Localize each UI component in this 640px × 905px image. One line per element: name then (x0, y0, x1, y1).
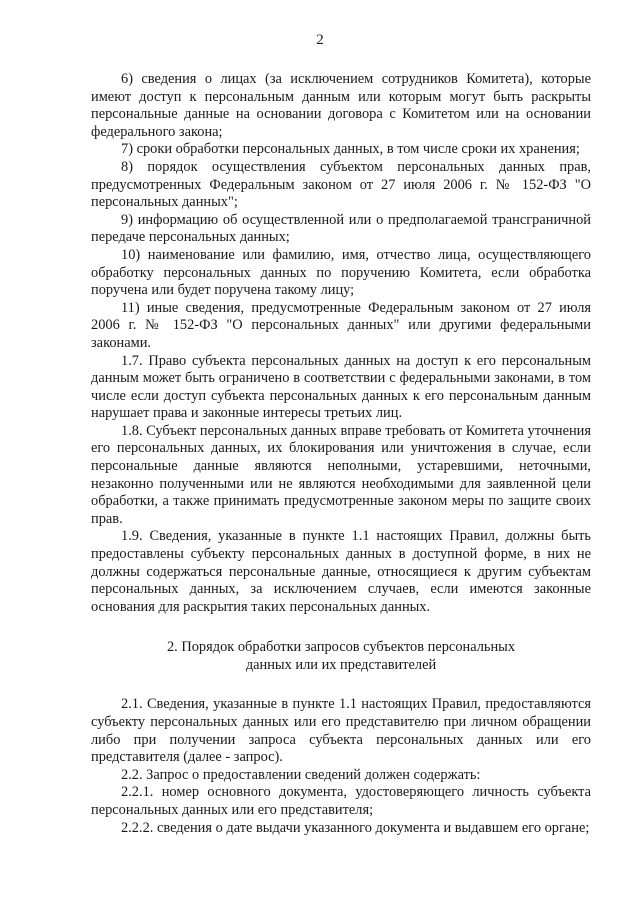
paragraph-item-9: 9) информацию об осуществленной или о предполагаемой трансграничной передаче персональных данных; (91, 211, 591, 246)
paragraph-item-10: 10) наименование или фамилию, имя, отчество лица, осуществляющего обработку персональных данных по поручению Комитета, если обработка поручена или будет поручена такому лицу; (91, 246, 591, 299)
paragraph-1-8: 1.8. Субъект персональных данных вправе требовать от Комитета уточнения его персональных данных, их блокирования или уничтожения в случае, если персональные данные являются неполными, устаревшими, неточными, незаконно полученными или не являются необходимыми для заявленной цели обработки, а также принимать предусмотренные законом меры по защите своих прав. (91, 422, 591, 527)
paragraph-2-2: 2.2. Запрос о предоставлении сведений должен содержать: (121, 766, 481, 783)
document-body (91, 71, 591, 837)
paragraph-1-7: 1.7. Право субъекта персональных данных на доступ к его персональным данным может быть ограничено в соответствии с федеральными законами, в том числе если доступ субъекта персональных данных к его персональным данным нарушает права и законные интересы третьих лиц. (91, 352, 591, 422)
page-number: 2 (316, 32, 324, 48)
paragraph-2-1: 2.1. Сведения, указанные в пункте 1.1 настоящих Правил, предоставляются субъекту персональных данных или его представителю при личном обращении либо при получении запроса субъекта персональных данных или его представителя (далее - запрос). (91, 696, 591, 766)
paragraph-item-8: 8) порядок осуществления субъектом персональных данных прав, предусмотренных Федеральным законом от 27 июля 2006 г. № 152-ФЗ "О персональных данных"; (91, 158, 591, 211)
paragraph-2-2-1: 2.2.1. номер основного документа, удостоверяющего личность субъекта персональных данных или его представителя; (91, 784, 591, 818)
section-2-heading (91, 638, 591, 674)
paragraph-item-6: 6) сведения о лицах (за исключением сотрудников Комитета), которые имеют доступ к персональным данным или которым могут быть раскрыты персональные данные на основании договора с Комитетом или на основании федерального закона; (91, 71, 591, 140)
paragraph-item-7: 7) сроки обработки персональных данных, в том числе сроки их хранения; (121, 141, 580, 158)
section-2-heading-line-1: 2. Порядок обработки запросов субъектов персональных (166, 639, 516, 656)
paragraph-2-2-2: 2.2.2. сведения о дате выдачи указанного документа и выдавшем его органе; (121, 819, 590, 836)
paragraph-item-11: 11) иные сведения, предусмотренные Федеральным законом от 27 июля 2006 г. № 152-ФЗ "О персональных данных" или другими федеральными законами. (91, 299, 591, 351)
paragraph-1-9: 1.9. Сведения, указанные в пункте 1.1 настоящих Правил, должны быть предоставлены субъекту персональных данных в доступной форме, в них не должны содержаться персональные данные, относящиеся к другим субъектам персональных данных, за исключением случаев, если имеются законные основания для раскрытия таких персональных данных. (91, 528, 591, 615)
section-2-heading-line-2: данных или их представителей (245, 657, 437, 674)
